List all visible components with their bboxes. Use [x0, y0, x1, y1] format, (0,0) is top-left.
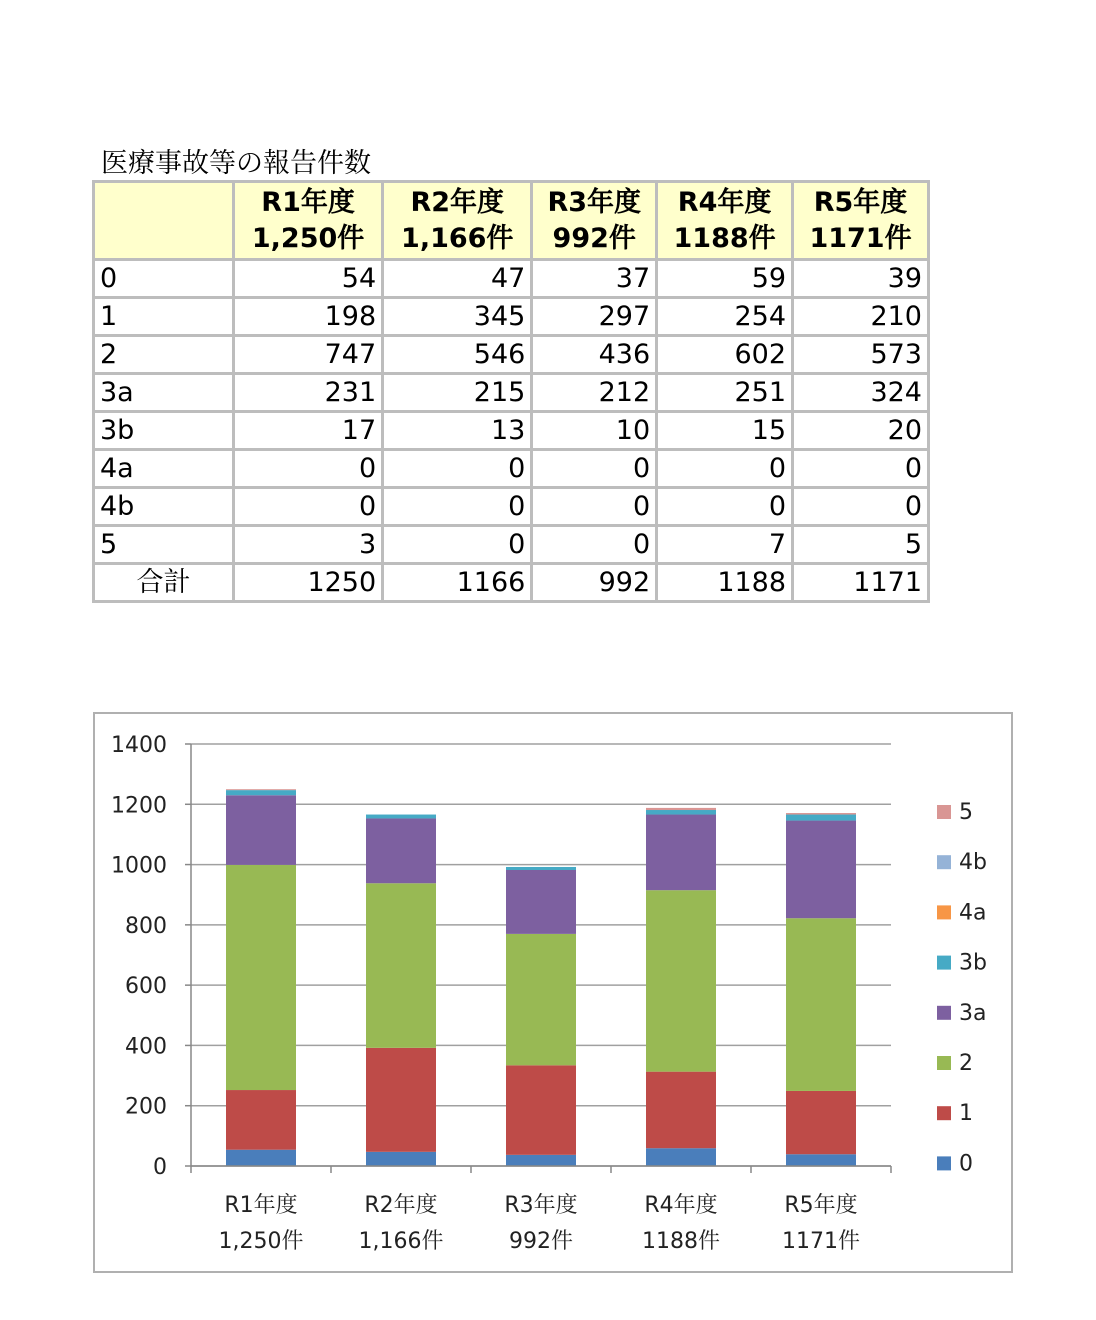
header-year: R2年度	[410, 186, 505, 218]
row-label: 4a	[94, 450, 234, 488]
table-cell: 210	[793, 298, 929, 336]
x-tick-label: 1171件	[782, 1229, 860, 1254]
bar-segment-1	[506, 1065, 576, 1155]
y-tick-label: 200	[125, 1094, 167, 1120]
bar-segment-1	[226, 1090, 296, 1150]
bar-segment-5	[786, 813, 856, 815]
table-cell: 20	[793, 412, 929, 450]
table-cell: 0	[383, 526, 532, 564]
table-cell: 0	[532, 488, 657, 526]
table-cell: 546	[383, 336, 532, 374]
table-header-row	[94, 182, 929, 260]
header-r4	[657, 182, 793, 260]
table-cell: 17	[234, 412, 383, 450]
x-tick-label: R4年度	[644, 1193, 718, 1218]
header-year: R4年度	[677, 186, 772, 218]
x-tick-label: R2年度	[364, 1193, 438, 1218]
table-cell: 573	[793, 336, 929, 374]
table-cell: 198	[234, 298, 383, 336]
table-cell: 436	[532, 336, 657, 374]
legend-swatch	[937, 1156, 951, 1170]
table-row	[94, 412, 929, 450]
x-tick-label: R1年度	[224, 1193, 298, 1218]
bar-segment-0	[646, 1148, 716, 1166]
legend-swatch	[937, 1056, 951, 1070]
table-row	[94, 450, 929, 488]
bar-segment-2	[226, 865, 296, 1090]
table-cell: 47	[383, 260, 532, 298]
row-label: 合計	[94, 564, 234, 602]
table-cell: 324	[793, 374, 929, 412]
table-cell: 59	[657, 260, 793, 298]
table-cell: 10	[532, 412, 657, 450]
table-cell: 13	[383, 412, 532, 450]
x-tick-label: R3年度	[504, 1193, 578, 1218]
table-cell: 0	[234, 450, 383, 488]
bar-segment-2	[786, 918, 856, 1091]
row-label: 3a	[94, 374, 234, 412]
bar-segment-0	[506, 1155, 576, 1166]
header-r1	[234, 182, 383, 260]
bar-segment-3a	[226, 795, 296, 865]
table-cell: 0	[383, 488, 532, 526]
table-cell: 0	[532, 526, 657, 564]
table-body	[94, 260, 929, 602]
header-year: R3年度	[547, 186, 642, 218]
legend-swatch	[937, 1006, 951, 1020]
row-label: 1	[94, 298, 234, 336]
table-row	[94, 298, 929, 336]
legend-label: 3a	[959, 1000, 987, 1026]
bar-segment-5	[646, 808, 716, 810]
table-cell: 747	[234, 336, 383, 374]
bar-segment-2	[506, 934, 576, 1065]
header-r3	[532, 182, 657, 260]
legend-swatch	[937, 905, 951, 919]
table-cell: 212	[532, 374, 657, 412]
legend-swatch	[937, 855, 951, 869]
bar-segment-2	[646, 890, 716, 1071]
legend-swatch	[937, 805, 951, 819]
header-count: 1,166件	[401, 222, 514, 254]
table-cell: 7	[657, 526, 793, 564]
header-year: R5年度	[813, 186, 908, 218]
header-count: 1,250件	[251, 222, 365, 254]
x-tick-label: 992件	[509, 1229, 573, 1254]
bar-segment-1	[646, 1072, 716, 1149]
bar-segment-0	[226, 1150, 296, 1166]
row-label: 0	[94, 260, 234, 298]
table-cell: 5	[793, 526, 929, 564]
bar-segment-3a	[506, 870, 576, 934]
table-row	[94, 564, 929, 602]
legend-label: 5	[959, 800, 973, 825]
table-row	[94, 260, 929, 298]
header-count: 1188件	[673, 222, 776, 254]
bar-segment-2	[366, 883, 436, 1048]
bar-segment-5	[226, 789, 296, 790]
table-row	[94, 526, 929, 564]
x-tick-label: R5年度	[784, 1193, 858, 1218]
table-cell: 251	[657, 374, 793, 412]
header-r2	[383, 182, 532, 260]
y-tick-label: 1200	[111, 793, 167, 819]
header-count: 1171件	[809, 222, 912, 254]
table-cell: 0	[657, 488, 793, 526]
bar-segment-3a	[366, 818, 436, 883]
report-table	[92, 180, 930, 603]
bar-segment-3b	[366, 815, 436, 819]
legend-label: 4b	[959, 850, 987, 876]
table-cell: 15	[657, 412, 793, 450]
table-cell: 602	[657, 336, 793, 374]
x-tick-label: 1,250件	[218, 1229, 304, 1254]
stacked-bar-chart	[95, 714, 1011, 1271]
bar-segment-3a	[646, 815, 716, 891]
header-count: 992件	[552, 222, 636, 254]
table-row	[94, 488, 929, 526]
bar-segment-3b	[226, 790, 296, 795]
x-tick-label: 1188件	[642, 1229, 720, 1254]
table-row	[94, 336, 929, 374]
table-cell: 1188	[657, 564, 793, 602]
table-cell: 345	[383, 298, 532, 336]
legend-swatch	[937, 1106, 951, 1120]
table-cell: 54	[234, 260, 383, 298]
table-cell: 0	[793, 488, 929, 526]
table-cell: 992	[532, 564, 657, 602]
y-tick-label: 0	[153, 1155, 167, 1180]
y-tick-label: 600	[125, 974, 167, 1000]
table-cell: 1171	[793, 564, 929, 602]
bar-segment-0	[366, 1152, 436, 1166]
bar-segment-1	[366, 1048, 436, 1152]
table-title: 医療事故等の報告件数	[101, 148, 371, 179]
y-tick-label: 400	[125, 1034, 167, 1060]
bar-segment-3b	[646, 810, 716, 815]
bar-segment-1	[786, 1091, 856, 1154]
legend-label: 1	[959, 1101, 973, 1127]
table-cell: 1166	[383, 564, 532, 602]
legend-swatch	[937, 956, 951, 970]
bar-segment-3b	[786, 815, 856, 821]
table-cell: 0	[657, 450, 793, 488]
table-cell: 0	[383, 450, 532, 488]
table-cell: 0	[532, 450, 657, 488]
chart-frame	[93, 712, 1013, 1273]
table-cell: 0	[793, 450, 929, 488]
table-cell: 254	[657, 298, 793, 336]
bar-segment-0	[786, 1154, 856, 1166]
bar-segment-3a	[786, 821, 856, 919]
header-corner	[94, 182, 234, 260]
y-tick-label: 1400	[111, 733, 167, 758]
row-label: 4b	[94, 488, 234, 526]
table-cell: 0	[234, 488, 383, 526]
table-cell: 1250	[234, 564, 383, 602]
header-year: R1年度	[261, 186, 355, 218]
table-cell: 297	[532, 298, 657, 336]
legend-label: 3b	[959, 950, 987, 976]
table-cell: 231	[234, 374, 383, 412]
bar-segment-3b	[506, 867, 576, 870]
legend-label: 4a	[959, 900, 987, 926]
row-label: 2	[94, 336, 234, 374]
x-tick-label: 1,166件	[358, 1229, 444, 1254]
legend-label: 0	[959, 1151, 973, 1177]
table-cell: 39	[793, 260, 929, 298]
legend-label: 2	[959, 1051, 973, 1076]
y-tick-label: 1000	[111, 853, 167, 879]
header-r5	[793, 182, 929, 260]
table-row	[94, 374, 929, 412]
table-cell: 37	[532, 260, 657, 298]
row-label: 5	[94, 526, 234, 564]
row-label: 3b	[94, 412, 234, 450]
y-tick-label: 800	[125, 913, 167, 939]
table-cell: 215	[383, 374, 532, 412]
table-cell: 3	[234, 526, 383, 564]
